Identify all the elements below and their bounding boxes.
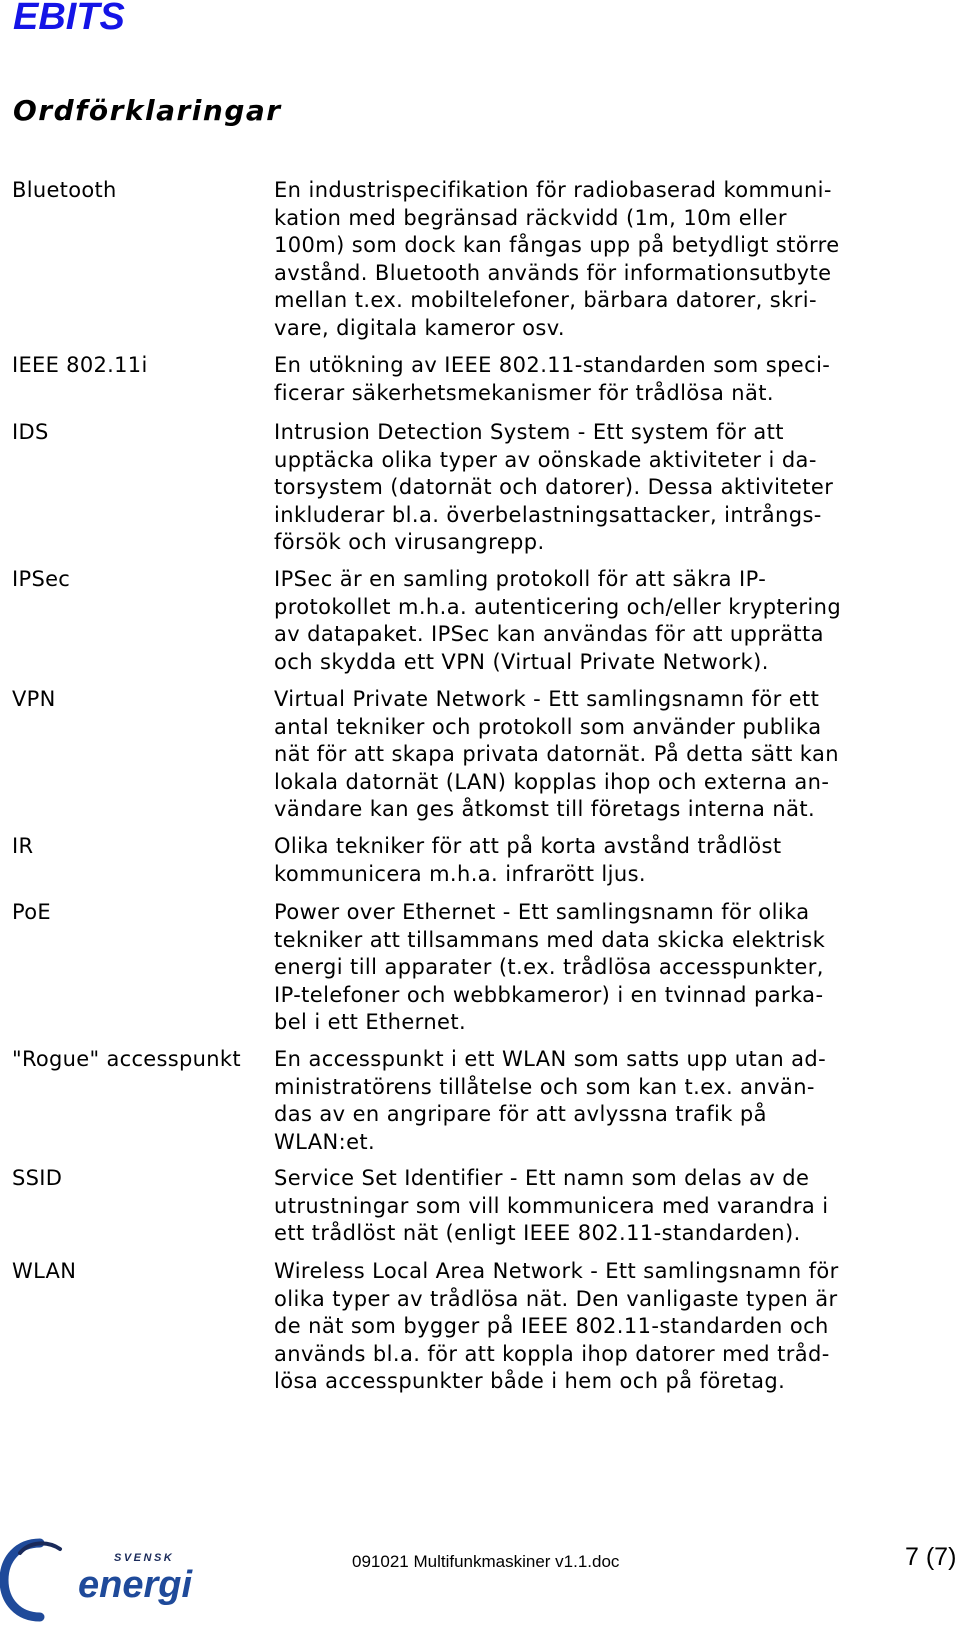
glossary-term: IPSec — [12, 567, 71, 591]
glossary-term: IR — [12, 834, 34, 858]
glossary-definition: Intrusion Detection System - Ett system för att upptäcka olika typer av oönskade aktiviteter i da- torsystem (datornät och datorer). Dessa aktiviteter inkluderar bl.a. överbelastningsattacker, intrångs- försök och virusangrepp. — [274, 420, 834, 554]
svensk-energi-logo — [0, 1535, 200, 1626]
glossary-term: Bluetooth — [12, 178, 117, 202]
glossary-term: IDS — [12, 420, 49, 444]
glossary-definition: Virtual Private Network - Ett samlingsnamn för ett antal tekniker och protokoll som använder publika nät för att skapa privata datornät. På detta sätt kan lokala datornät (LAN) kopplas ihop och externa an- vändare kan ges åtkomst till företags interna nät. — [274, 687, 839, 821]
glossary-term: SSID — [12, 1166, 63, 1190]
footer-page-number: 7 (7) — [905, 1543, 957, 1571]
glossary-definition: IPSec är en samling protokoll för att säkra IP- protokollet m.h.a. autenticering och/eller kryptering av datapaket. IPSec kan användas för att upprätta och skydda ett VPN (Virtual Private Network). — [274, 567, 842, 674]
glossary-definition: Olika tekniker för att på korta avstånd trådlöst kommunicera m.h.a. infrarött ljus. — [274, 834, 782, 886]
footer-document-name: 091021 Multifunkmaskiner v1.1.doc — [352, 1552, 620, 1571]
glossary-definition: Wireless Local Area Network - Ett samlingsnamn för olika typer av trådlösa nät. Den vanligaste typen är de nät som bygger på IEEE 802.11-standarden och används bl.a. för att koppla ihop datorer med tråd- lösa accesspunkter både i hem och på företag. — [274, 1259, 839, 1393]
glossary-term: PoE — [12, 900, 51, 924]
logo-top-text: SVENSK — [114, 1552, 175, 1564]
glossary-definition: Service Set Identifier - Ett namn som delas av de utrustningar som vill kommunicera med varandra i ett trådlöst nät (enligt IEEE 802.11-standarden). — [274, 1166, 829, 1245]
glossary-definition: En utökning av IEEE 802.11-standarden som speci- ficerar säkerhetsmekanismer för trådlösa nät. — [274, 353, 831, 405]
brand-title: EBITS — [13, 0, 125, 38]
logo-bottom-text: energi — [78, 1564, 193, 1606]
glossary-term: WLAN — [12, 1259, 77, 1283]
glossary-definition: En industrispecifikation för radiobaserad kommuni- kation med begränsad räckvidd (1m, 10m eller 100m) som dock kan fångas upp på betydligt större avstånd. Bluetooth används för informationsutbyte mellan t.ex. mobiltelefoner, bärbara datorer, skri- vare, digitala kameror osv. — [274, 178, 840, 340]
glossary-term: IEEE 802.11i — [12, 353, 148, 377]
page-title: Ordförklaringar — [13, 94, 282, 127]
glossary-definition: Power over Ethernet - Ett samlingsnamn för olika tekniker att tillsammans med data skicka elektrisk energi till apparater (t.ex. trådlösa accesspunkter, IP-telefoner och webbkameror) i en tvinnad parka- bel i ett Ethernet. — [274, 900, 826, 1034]
glossary-term: "Rogue" accesspunkt — [12, 1047, 241, 1071]
glossary-term: VPN — [12, 687, 56, 711]
glossary-definition: En accesspunkt i ett WLAN som satts upp utan ad- ministratörens tillåtelse och som kan t.ex. använ- das av en angripare för att avlyssna trafik på WLAN:et. — [274, 1047, 827, 1154]
